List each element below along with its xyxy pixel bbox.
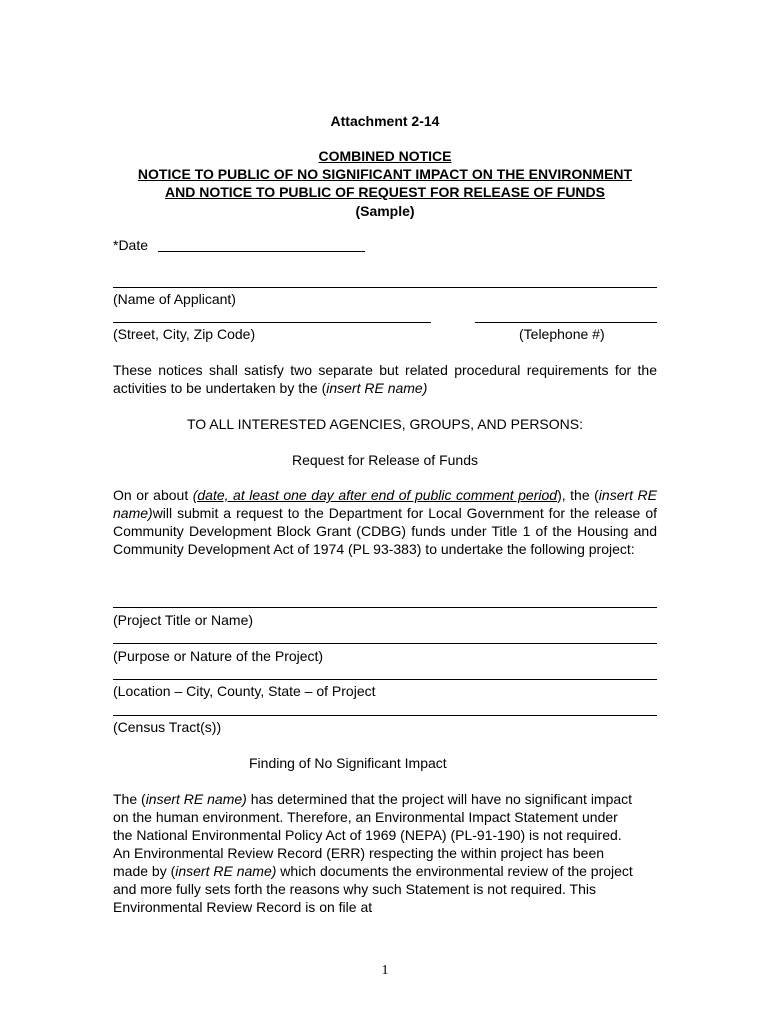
fonsi-mid: has determined that the project will have no significant impact on the human environment. Therefore, an Environmental Impact Statement under the National Environmental Policy Act of 1969 (NEPA) (PL-91-190) is not required. An Environmental Review Record (ERR) respecting the within project has been made by (: [113, 791, 633, 879]
fonsi-start: The (: [113, 791, 146, 807]
project-location-line[interactable]: [113, 679, 657, 680]
fonsi-re-placeholder-2: insert RE name): [175, 863, 277, 879]
salutation: TO ALL INTERESTED AGENCIES, GROUPS, AND PERSONS:: [187, 416, 583, 432]
telephone-label: (Telephone #): [519, 326, 605, 342]
project-location-label: (Location – City, County, State – of Project: [113, 683, 376, 699]
page-number: 1: [381, 963, 389, 978]
title-fonsi: NOTICE TO PUBLIC OF NO SIGNIFICANT IMPACT ON THE ENVIRONMENT: [137, 166, 633, 182]
rrof-date-placeholder: (date, at least one day after end of public comment period: [192, 487, 558, 503]
census-tract-line[interactable]: [113, 715, 657, 716]
telephone-line[interactable]: [475, 322, 657, 323]
sample-label: (Sample): [355, 203, 415, 219]
address-label: (Street, City, Zip Code): [113, 326, 256, 342]
project-purpose-label: (Purpose or Nature of the Project): [113, 648, 324, 664]
title-rrof: AND NOTICE TO PUBLIC OF REQUEST FOR RELEASE OF FUNDS: [165, 184, 605, 200]
rrof-start: On or about: [113, 487, 193, 503]
census-tract-label: (Census Tract(s)): [113, 719, 222, 735]
rrof-heading: Request for Release of Funds: [292, 452, 478, 468]
applicant-label: (Name of Applicant): [113, 291, 236, 307]
rrof-after-date: ), the (: [557, 487, 599, 503]
fonsi-end: which documents the environmental review of the project and more fully sets forth the reasons why such Statement is not required. This Environmental Review Record is on file at: [113, 863, 633, 915]
attachment-label: Attachment 2-14: [330, 113, 440, 129]
fonsi-re-placeholder-1: insert RE name): [145, 791, 247, 807]
fonsi-paragraph: [113, 790, 633, 916]
intro-re-placeholder: insert RE name): [326, 380, 428, 396]
project-purpose-line[interactable]: [113, 643, 657, 644]
project-title-line[interactable]: [113, 607, 657, 608]
date-label: *Date: [113, 237, 149, 253]
title-combined-notice: COMBINED NOTICE: [318, 148, 452, 164]
applicant-line[interactable]: [113, 287, 657, 288]
fonsi-heading: Finding of No Significant Impact: [249, 755, 447, 771]
intro-text: These notices shall satisfy two separate but related procedural requirements for the activities to be undertaken by the (: [113, 362, 657, 396]
intro-paragraph: [113, 361, 657, 397]
rrof-paragraph: [113, 486, 657, 558]
project-title-label: (Project Title or Name): [113, 612, 254, 628]
rrof-re-placeholder: insert RE name): [113, 487, 658, 521]
address-line[interactable]: [113, 322, 431, 323]
date-line[interactable]: [158, 251, 365, 252]
rrof-rest: will submit a request to the Department for Local Government for the release of Community Development Block Grant (CDBG) funds under Title 1 of the Housing and Community Development Act of 1974 (PL 93-383) to undertake the following project:: [113, 505, 657, 557]
